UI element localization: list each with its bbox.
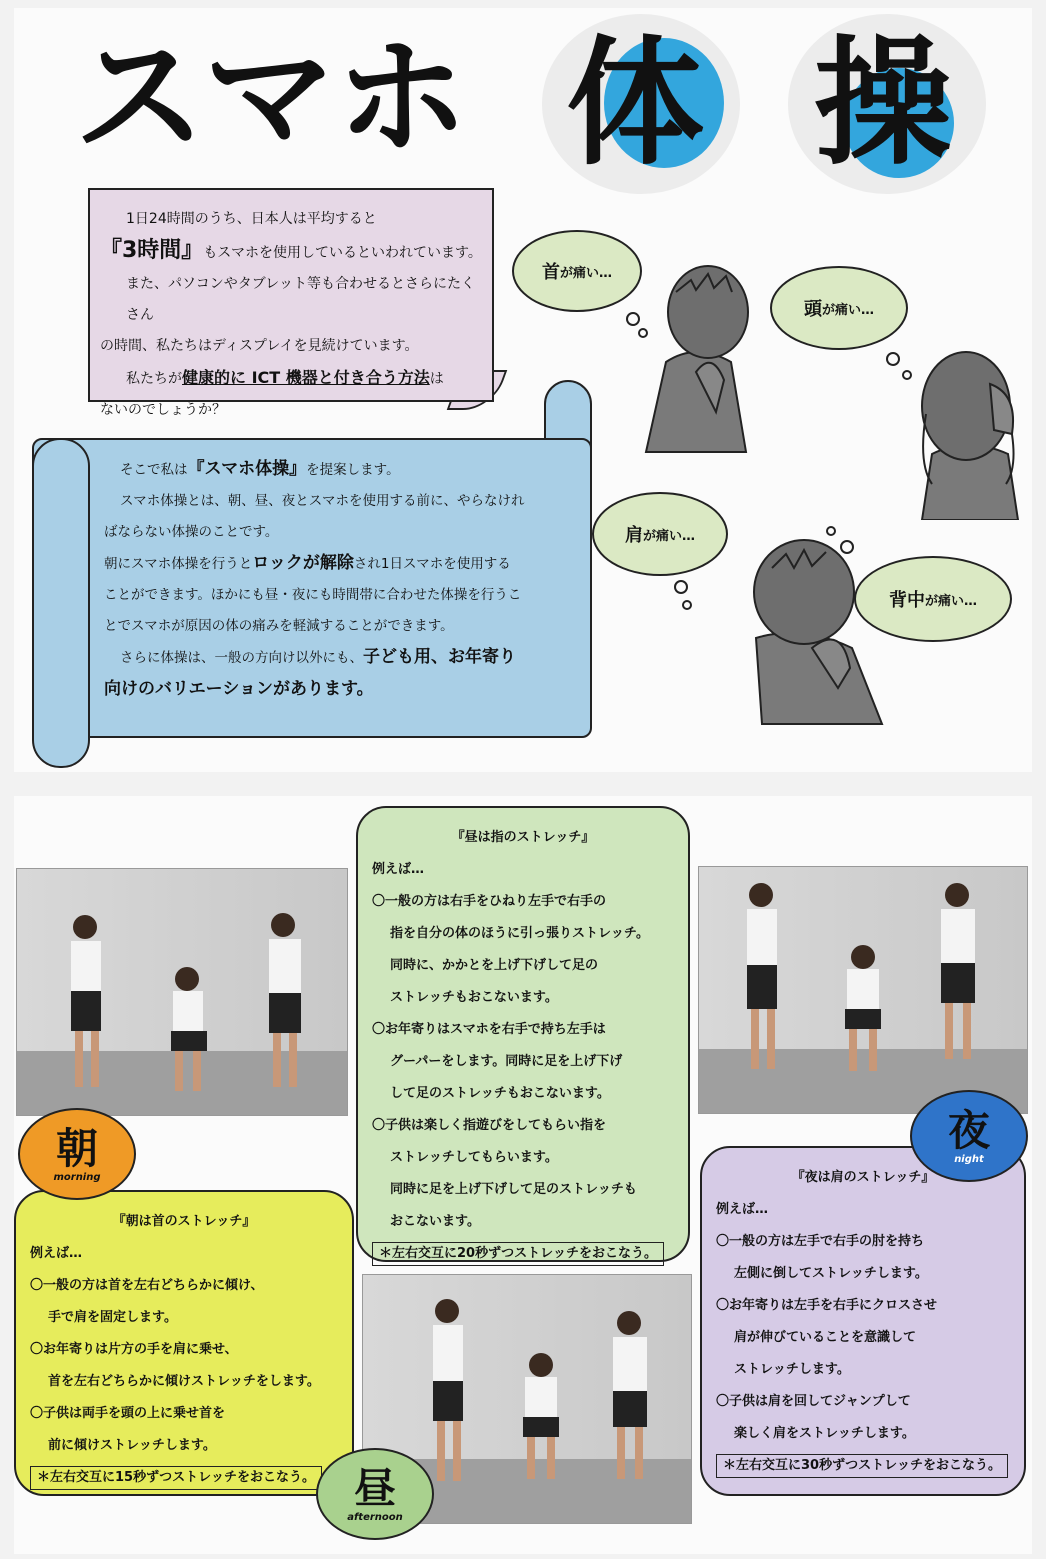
scroll-l7-emph: 子ども用、お年寄り — [363, 647, 516, 667]
bubble-head-puff-1 — [886, 352, 900, 366]
bubble-shoulder — [592, 492, 728, 576]
photo-morning-people — [47, 909, 327, 1099]
intro-line-2 — [100, 235, 482, 269]
noon-line-2: 同時に、かかとを上げ下げして足の — [390, 958, 599, 973]
noon-line-0: 〇一般の方は右手をひねり左手で右手の — [372, 894, 607, 909]
intro-line-5-emph: 健康的に ICT 機器と付き合う方法 — [182, 368, 430, 387]
noon-line-5: グーパーをします。同時に足を上げ下げ — [390, 1054, 623, 1069]
noon-line-8: ストレッチしてもらいます。 — [390, 1150, 558, 1165]
badge-night-en: night — [954, 1153, 984, 1165]
bubble-neck-big: 首 — [541, 262, 560, 283]
title-kanji-tai: 体 — [566, 23, 705, 184]
title-kanji-sou: 操 — [814, 23, 953, 184]
morning-card-title: 『朝は首のストレッチ』 — [112, 1214, 256, 1229]
night-card-note: ＊左右交互に30秒ずつストレッチをおこなう。 — [716, 1454, 1008, 1478]
night-card — [700, 1146, 1026, 1496]
morning-card-note: ＊左右交互に15秒ずつストレッチをおこなう。 — [30, 1466, 322, 1490]
scroll-line-3: ばならない体操のことです。 — [104, 524, 279, 540]
noon-line-10: おこないます。 — [390, 1214, 480, 1229]
badge-noon — [316, 1448, 434, 1540]
badge-noon-en: afternoon — [347, 1511, 403, 1523]
bubble-head — [770, 266, 908, 350]
badge-night — [910, 1090, 1028, 1182]
scroll-line-5: ことができます。ほかにも昼・夜にも時間帯に合わせた体操を行うこ — [104, 587, 522, 603]
night-line-5: 〇子供は肩を回してジャンプして — [716, 1394, 911, 1409]
intro-line-4: の時間、私たちはディスプレイを見続けています。 — [100, 338, 419, 354]
sketch-figure-neck-pain — [636, 262, 756, 454]
morning-line-4: 〇子供は両手を頭の上に乗せ首を — [30, 1406, 226, 1421]
morning-line-5: 前に傾けストレッチします。 — [48, 1438, 216, 1453]
badge-night-kanji: 夜 — [947, 1105, 990, 1155]
noon-card — [356, 806, 690, 1262]
badge-morning-en: morning — [53, 1171, 101, 1183]
intro-line-5-pre: 私たちが — [126, 371, 182, 387]
photo-morning-stretch — [16, 868, 348, 1116]
sketch-figure-shoulder-pain — [742, 528, 892, 728]
bubble-shoulder-small: が痛い… — [642, 528, 695, 544]
night-line-3: 肩が伸びていることを意識して — [734, 1330, 917, 1345]
scroll-l4-post: され1日スマホを使用する — [353, 556, 511, 572]
intro-line-3: また、パソコンやタブレット等も合わせるとさらにたくさん — [126, 276, 476, 323]
noon-line-9: 同時に足を上げ下げして足のストレッチも — [390, 1182, 637, 1197]
bubble-shoulder-puff-2 — [682, 600, 692, 610]
bubble-back-big: 背中 — [888, 590, 925, 611]
intro-line-5-post: は — [429, 371, 444, 387]
night-line-2: 〇お年寄りは左手を右手にクロスさせ — [716, 1298, 938, 1313]
scroll-line-8 — [104, 674, 576, 706]
scroll-l4-pre: 朝にスマホ体操を行うと — [104, 556, 253, 572]
scroll-roll-left — [32, 438, 90, 768]
noon-line-1: 指を自分の体のほうに引っ張りストレッチ。 — [390, 926, 649, 941]
noon-line-6: して足のストレッチもおこないます。 — [390, 1086, 610, 1101]
night-card-example: 例えば… — [716, 1202, 769, 1217]
night-line-1: 左側に倒してストレッチします。 — [734, 1266, 928, 1281]
morning-card-example: 例えば… — [30, 1246, 83, 1261]
scroll-l1-pre: そこで私は — [120, 462, 188, 478]
poster-top-sheet — [14, 8, 1032, 772]
scroll-l8-emph: 向けのバリエーションがあります。 — [104, 679, 374, 699]
night-line-6: 楽しく肩をストレッチします。 — [734, 1426, 915, 1441]
scroll-line-7 — [104, 642, 576, 674]
noon-card-note: ＊左右交互に20秒ずつストレッチをおこなう。 — [372, 1242, 664, 1266]
scroll-line-6: とでスマホが原因の体の痛みを軽減することができます。 — [104, 618, 454, 634]
poster-bottom-sheet — [14, 796, 1032, 1554]
bubble-head-big: 頭 — [803, 299, 822, 320]
morning-line-2: 〇お年寄りは片方の手を肩に乗せ、 — [30, 1342, 238, 1357]
night-card-title: 『夜は肩のストレッチ』 — [791, 1170, 935, 1185]
scroll-l1-emph: 『スマホ体操』 — [187, 459, 307, 479]
photo-night-stretch — [698, 866, 1028, 1114]
morning-line-0: 〇一般の方は首を左右どちらかに傾け、 — [30, 1278, 264, 1293]
intro-line-6: ないのでしょうか？ — [100, 402, 226, 418]
noon-line-3: ストレッチもおこないます。 — [390, 990, 558, 1005]
morning-line-3: 首を左右どちらかに傾けストレッチをします。 — [48, 1374, 320, 1389]
bubble-shoulder-puff-1 — [674, 580, 688, 594]
intro-line-2-rest: もスマホを使用しているといわれています。 — [203, 245, 482, 261]
bubble-back-small: が痛い… — [924, 593, 977, 609]
bubble-neck — [512, 230, 642, 312]
badge-morning — [18, 1108, 136, 1200]
noon-line-7: 〇子供は楽しく指遊びをしてもらい指を — [372, 1118, 607, 1133]
proposal-scroll — [32, 438, 592, 738]
intro-box — [88, 188, 494, 418]
badge-noon-kanji: 昼 — [353, 1463, 396, 1513]
bubble-shoulder-big: 肩 — [624, 525, 643, 546]
scroll-line-1 — [104, 454, 576, 486]
morning-card — [14, 1190, 354, 1496]
noon-card-example: 例えば… — [372, 862, 425, 877]
scroll-l1-post: を提案します。 — [306, 462, 400, 478]
morning-line-1: 手で肩を固定します。 — [48, 1310, 177, 1325]
noon-line-4: 〇お年寄りはスマホを右手で持ち左手は — [372, 1022, 606, 1037]
noon-card-title: 『昼は指のストレッチ』 — [451, 830, 595, 845]
scroll-l4-emph: ロックが解除 — [252, 553, 354, 573]
bubble-head-small: が痛い… — [821, 302, 874, 318]
intro-line-1: 1日24時間のうち、日本人は平均すると — [126, 211, 377, 227]
scroll-line-2: スマホ体操とは、朝、昼、夜とスマホを使用する前に、やらなけれ — [120, 493, 525, 509]
scroll-line-4 — [104, 548, 576, 580]
title-sumaho: スマホ — [74, 21, 468, 175]
night-line-4: ストレッチします。 — [734, 1362, 850, 1377]
intro-line-5 — [100, 362, 482, 395]
photo-night-people — [723, 877, 1013, 1097]
sketch-figure-head-pain — [908, 344, 1032, 520]
intro-three-hours: 『3時間』 — [100, 238, 204, 263]
bubble-neck-small: が痛い… — [559, 265, 612, 281]
photo-noon-people — [403, 1295, 673, 1515]
night-line-0: 〇一般の方は左手で右手の肘を持ち — [716, 1234, 925, 1249]
scroll-l7-pre: さらに体操は、一般の方向け以外にも、 — [120, 650, 363, 666]
badge-morning-kanji: 朝 — [55, 1123, 98, 1173]
